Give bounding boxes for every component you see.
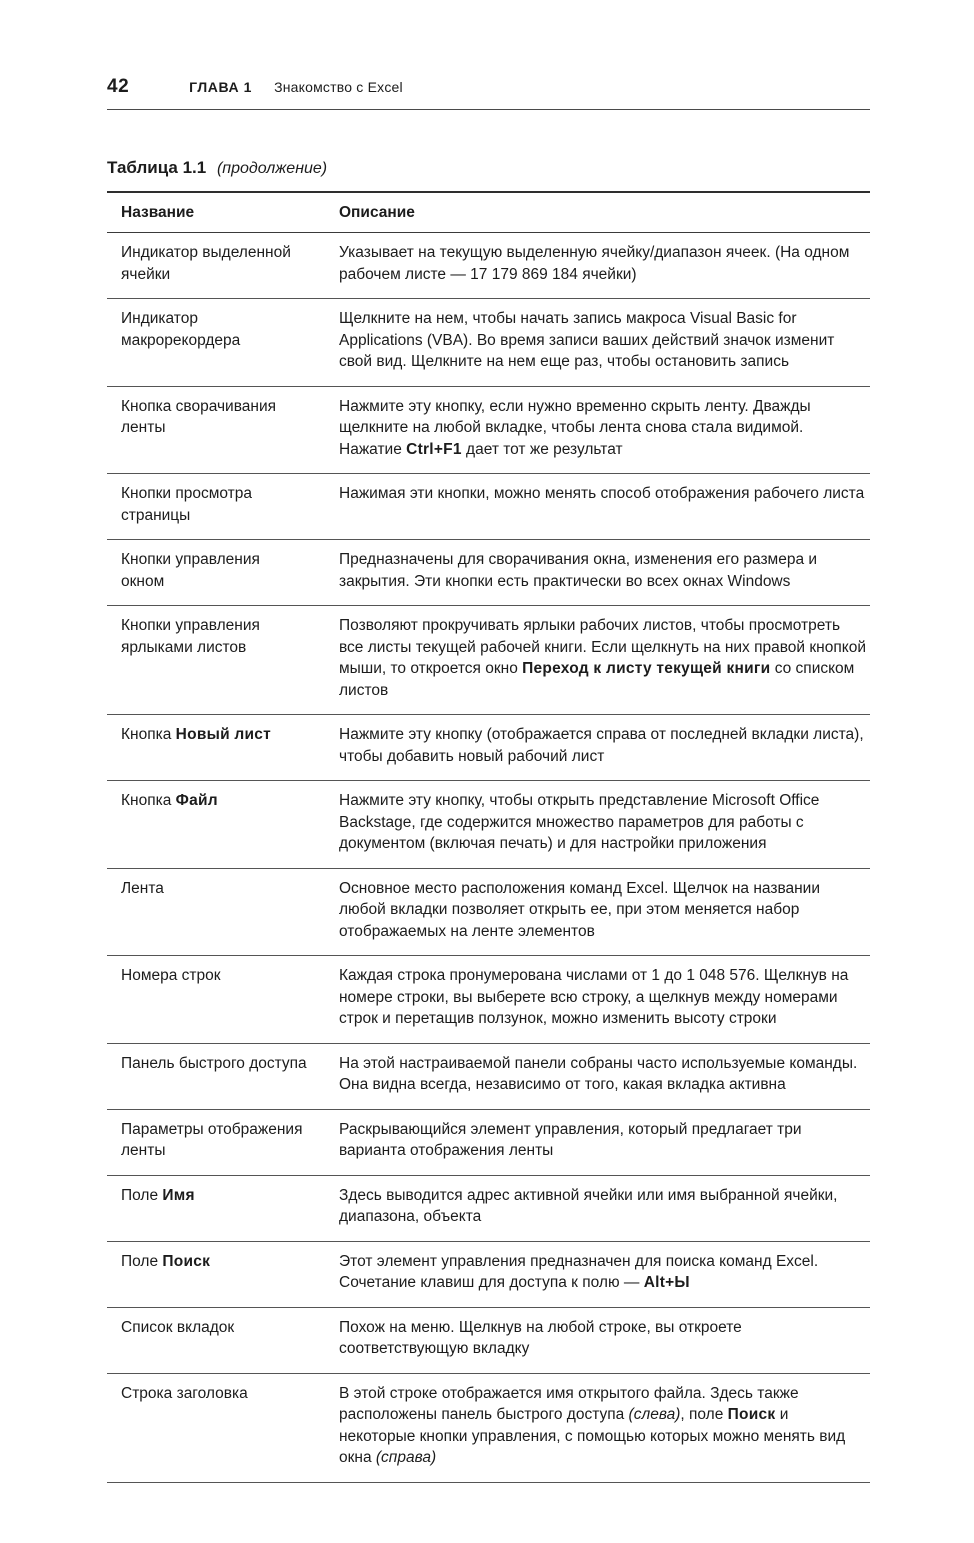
chapter-title: Знакомство с Excel xyxy=(274,79,403,95)
table-header-row xyxy=(107,192,870,233)
row-desc-cell: Нажмите эту кнопку, если нужно временно скрыть ленту. Дважды щелкните на любой вкладке, чтобы лента снова стала видимой. Нажатие Ctrl+F1 дает тот же результат xyxy=(325,386,870,474)
row-desc-cell: В этой строке отображается имя открытого файла. Здесь также расположены панель быстрого доступа (слева), поле Поиск и некоторые кнопки управления, с помощью которых можно менять вид окна (справа) xyxy=(325,1373,870,1482)
row-name-cell: Кнопки просмотра страницы xyxy=(107,474,325,540)
row-name-cell: Параметры отображения ленты xyxy=(107,1109,325,1175)
table-row xyxy=(107,781,870,869)
table-row xyxy=(107,474,870,540)
table-row xyxy=(107,1241,870,1307)
row-desc-cell: Раскрывающийся элемент управления, который предлагает три варианта отображения ленты xyxy=(325,1109,870,1175)
row-name-cell: Кнопка Файл xyxy=(107,781,325,869)
table-row xyxy=(107,386,870,474)
column-header-description: Описание xyxy=(325,192,870,233)
table-row xyxy=(107,1307,870,1373)
reference-table xyxy=(107,191,870,1483)
row-desc-cell: Нажмите эту кнопку (отображается справа от последней вкладки листа), чтобы добавить новый рабочий лист xyxy=(325,715,870,781)
row-name-cell: Список вкладок xyxy=(107,1307,325,1373)
table-row xyxy=(107,868,870,956)
table-row xyxy=(107,1043,870,1109)
table-row xyxy=(107,1175,870,1241)
row-desc-cell: Щелкните на нем, чтобы начать запись макроса Visual Basic for Applications (VBA). Во время записи ваших действий значок изменит свой вид. Щелкните на нем еще раз, чтобы остановить запись xyxy=(325,299,870,387)
column-header-name: Название xyxy=(107,192,325,233)
table-row xyxy=(107,606,870,715)
row-name-cell: Панель быстрого доступа xyxy=(107,1043,325,1109)
row-name-cell: Индикатор макрорекордера xyxy=(107,299,325,387)
row-name-cell: Номера строк xyxy=(107,956,325,1044)
row-name-cell: Поле Имя xyxy=(107,1175,325,1241)
row-desc-cell: На этой настраиваемой панели собраны часто используемые команды. Она видна всегда, независимо от того, какая вкладка активна xyxy=(325,1043,870,1109)
table-row xyxy=(107,540,870,606)
row-name-cell: Строка заголовка xyxy=(107,1373,325,1482)
row-desc-cell: Похож на меню. Щелкнув на любой строке, вы откроете соответствующую вкладку xyxy=(325,1307,870,1373)
row-desc-cell: Предназначены для сворачивания окна, изменения его размера и закрытия. Эти кнопки есть практически во всех окнах Windows xyxy=(325,540,870,606)
table-row xyxy=(107,715,870,781)
row-name-cell: Лента xyxy=(107,868,325,956)
table-caption-number: Таблица 1.1 xyxy=(107,158,207,177)
table-head xyxy=(107,192,870,233)
chapter-label: ГЛАВА 1 xyxy=(189,79,253,95)
row-name-cell: Поле Поиск xyxy=(107,1241,325,1307)
row-desc-cell: Нажмите эту кнопку, чтобы открыть представление Microsoft Office Backstage, где содержится множество параметров для работы с документом (включая печать) и для настройки приложения xyxy=(325,781,870,869)
row-name-cell: Кнопки управления ярлыками листов xyxy=(107,606,325,715)
table-caption xyxy=(107,158,870,178)
table-row xyxy=(107,956,870,1044)
row-desc-cell: Здесь выводится адрес активной ячейки или имя выбранной ячейки, диапазона, объекта xyxy=(325,1175,870,1241)
row-desc-cell: Нажимая эти кнопки, можно менять способ отображения рабочего листа xyxy=(325,474,870,540)
row-name-cell: Кнопка сворачивания ленты xyxy=(107,386,325,474)
running-head xyxy=(107,76,870,110)
row-name-cell: Кнопки управления окном xyxy=(107,540,325,606)
row-desc-cell: Каждая строка пронумерована числами от 1 до 1 048 576. Щелкнув на номере строки, вы выберете всю строку, а щелкнув между номерами строк и перетащив ползунок, можно изменить высоту строки xyxy=(325,956,870,1044)
row-name-cell: Индикатор выделенной ячейки xyxy=(107,233,325,299)
table-row xyxy=(107,1109,870,1175)
page-number: 42 xyxy=(107,76,130,97)
table-row xyxy=(107,299,870,387)
row-desc-cell: Позволяют прокручивать ярлыки рабочих листов, чтобы просмотреть все листы текущей рабочей книги. Если щелкнуть на них правой кнопкой мыши, то откроется окно Переход к листу текущей книги со списком листов xyxy=(325,606,870,715)
row-desc-cell: Основное место расположения команд Excel. Щелчок на названии любой вкладки позволяет открыть ее, при этом меняется набор отображаемых на ленте элементов xyxy=(325,868,870,956)
table-row xyxy=(107,233,870,299)
table-row xyxy=(107,1373,870,1482)
row-desc-cell: Указывает на текущую выделенную ячейку/диапазон ячеек. (На одном рабочем листе — 17 179 869 184 ячейки) xyxy=(325,233,870,299)
table-caption-note: (продолжение) xyxy=(216,160,328,177)
table-body xyxy=(107,233,870,1483)
row-name-cell: Кнопка Новый лист xyxy=(107,715,325,781)
row-desc-cell: Этот элемент управления предназначен для поиска команд Excel. Сочетание клавиш для доступа к полю — Alt+Ы xyxy=(325,1241,870,1307)
